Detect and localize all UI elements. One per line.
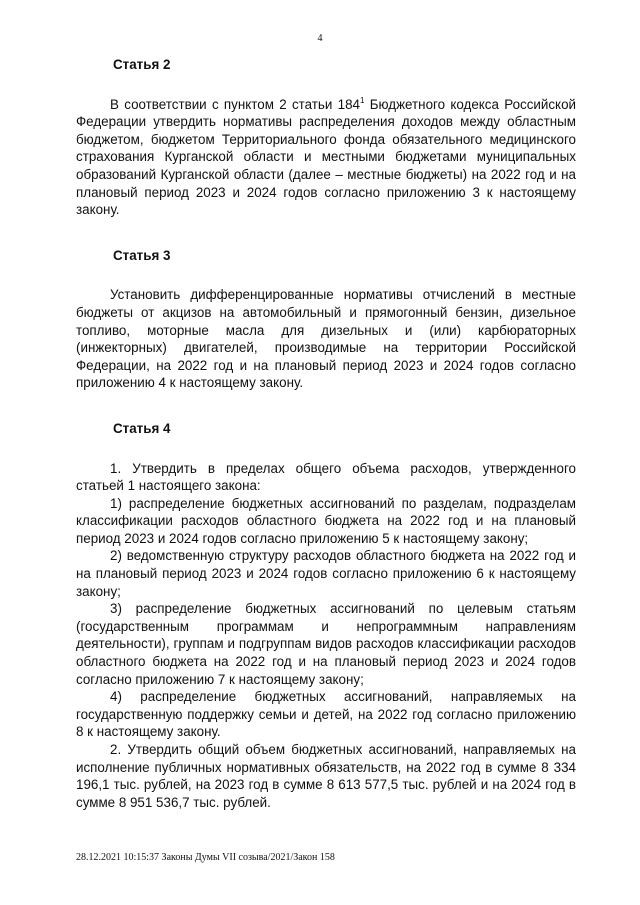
article-2-heading: Статья 2 bbox=[113, 57, 171, 72]
article-4-paragraph: 3) распределение бюджетных ассигнований по целевым статьям (государственным программам и непрограммным направлениям деятельности), группам и подгруппам видов расходов классификации расходов областного бюджета на 2022 год и на плановый период 2023 и 2024 годов согласно приложению 7 к настоящему закону; bbox=[76, 601, 576, 687]
article-4-paragraph: 1) распределение бюджетных ассигнований по разделам, подразделам классификации расходов областного бюджета на 2022 год и на плановый период 2023 и 2024 годов согласно приложению 5 к настоящему закону; bbox=[76, 495, 576, 546]
footer-registration-stamp: 28.12.2021 10:15:37 Законы Думы VII созыва/2021/Закон 158 bbox=[76, 852, 335, 863]
document-body bbox=[76, 56, 576, 811]
article-2-superscript: 1 bbox=[360, 95, 365, 105]
article-4-paragraph: 2) ведомственную структуру расходов областного бюджета на 2022 год и на плановый период 2023 и 2024 годов согласно приложению 6 к настоящему закону; bbox=[76, 548, 576, 599]
page-number: 4 bbox=[317, 33, 323, 44]
article-4-heading: Статья 4 bbox=[113, 420, 171, 436]
article-3-heading: Статья 3 bbox=[113, 247, 171, 263]
article-3-paragraph: Установить дифференцированные нормативы отчислений в местные бюджеты от акцизов на автомобильный и прямогонный бензин, дизельное топливо, моторные масла для дизельных и (или) карбюраторных (инжекторных) двигателей, производимые на территории Российской Федерации, на 2022 год и на плановый период 2023 и 2024 годов согласно приложению 4 к настоящему закону. bbox=[76, 287, 576, 391]
article-4-paragraph: 1. Утвердить в пределах общего объема расходов, утвержденного статьей 1 настоящего закона: bbox=[76, 460, 576, 494]
article-2-text-start: В соответствии с пунктом 2 статьи 184 bbox=[110, 96, 360, 112]
article-2-text-end: Бюджетного кодекса Российской Федерации утвердить нормативы распределения доходов между областным бюджетом, бюджетом Территориального фонда обязательного медицинского страхования Курганской области и местными бюджетами муниципальных образований Курганской области (далее – местные бюджеты) на 2022 год и на плановый период 2023 и 2024 годов согласно приложению 3 к настоящему закону. bbox=[76, 96, 576, 218]
article-4-paragraph: 4) распределение бюджетных ассигнований, направляемых на государственную поддержку семьи и детей, на 2022 год согласно приложению 8 к настоящему закону. bbox=[76, 689, 576, 740]
article-2-paragraph bbox=[76, 96, 576, 219]
article-4-paragraph: 2. Утвердить общий объем бюджетных ассигнований, направляемых на исполнение публичных нормативных обязательств, на 2022 год в сумме 8 334 196,1 тыс. рублей, на 2023 год в сумме 8 613 577,5 тыс. рублей и на 2024 год в сумме 8 951 536,7 тыс. рублей. bbox=[76, 742, 576, 810]
